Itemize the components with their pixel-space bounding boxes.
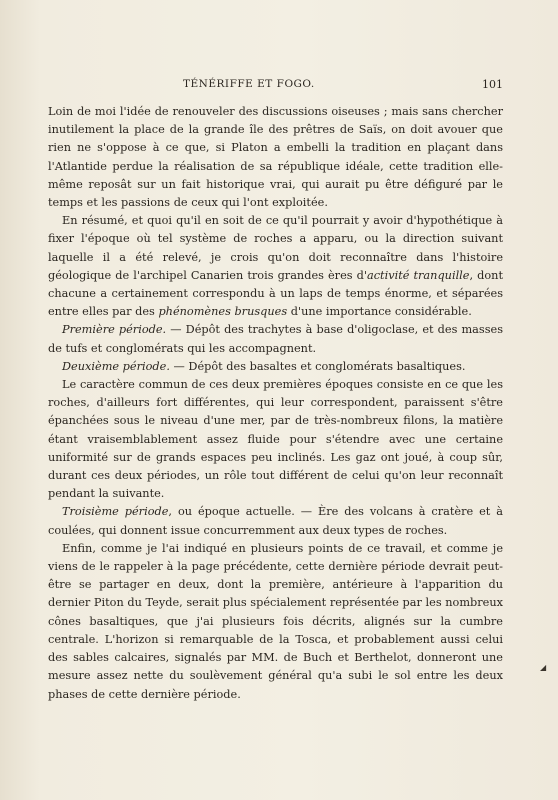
paragraph-text: , dont chacune a certainement correspondu à un laps de temps énorme, et séparées entre elles par des	[48, 268, 503, 319]
paragraph-text: , ou époque actuelle. — Ère des volcans à cratère et à coulées, qui donnent issue concurremment aux deux types de roches.	[48, 505, 503, 537]
paragraph-enfin	[48, 540, 503, 704]
paragraph-troisieme-periode	[48, 503, 503, 539]
paragraph-text: En résumé, et quoi qu'il en soit de ce qu'il pourrait y avoir d'hypothétique à fixer l'époque où tel système de roches a apparu, ou la direction suivant laquelle il a été relevé, je crois qu'on doit reconnaître dans l'histoire géologique de l'archipel Canarien trois grandes ères d'	[48, 214, 503, 282]
paragraph-resume	[48, 212, 503, 321]
paragraph-text: — Dépôt des basaltes et conglomérats basaltiques.	[169, 359, 466, 373]
ink-speck: ◢	[540, 663, 547, 672]
paragraph-text: — Dépôt des trachytes à base d'oligoclase, et des masses de tufs et conglomérats qui les accompagnent.	[48, 323, 503, 355]
page-number: 101	[482, 78, 503, 91]
paragraph-text: d'une importance considérable.	[287, 305, 472, 319]
running-head	[48, 78, 503, 94]
emphasis-phenomenes-brusques: phénomènes brusques	[158, 305, 288, 319]
period-label: Troisième période	[62, 505, 169, 519]
paragraph-text: Loin de moi l'idée de renouveler des discussions oiseuses ; mais sans chercher inutilement la place de la grande île des prêtres de Saïs, on doit avouer que rien ne s'oppose à ce que, si Platon a embelli la tradition en plaçant dans l'Atlantide perdue la réalisation de sa république idéale, cette tradition elle-même reposât sur un fait historique vrai, qui aurait pu être défiguré par le temps et les passions de ceux qui l'ont exploitée.	[48, 105, 503, 210]
emphasis-activite-tranquille: activité tranquille	[366, 268, 470, 282]
paragraph-premiere-periode	[48, 321, 503, 357]
paragraph-caractere-commun	[48, 376, 503, 503]
paragraph-deuxieme-periode	[48, 358, 503, 376]
period-label: Première période.	[62, 323, 167, 337]
paragraph-atlantide	[48, 103, 503, 212]
paragraph-text: Enfin, comme je l'ai indiqué en plusieurs points de ce travail, et comme je viens de le rappeler à la page précédente, cette dernière période devrait peut-être se partager en deux, dont la première, antérieure à l'apparition du dernier Piton du Teyde, serait plus spécialement représentée par les nombreux cônes basaltiques, que j'ai plusieurs fois décrits, alignés sur la cumbre centrale. L'horizon si remarquable de la Tosca, et probablement aussi celui des sables calcaires, signalés par MM. de Buch et Berthelot, donneront une mesure assez nette du soulèvement général qu'a subi le sol entre les deux phases de cette dernière période.	[48, 541, 503, 701]
body-text	[48, 103, 503, 704]
period-label: Deuxième période.	[62, 359, 170, 373]
paragraph-text: Le caractère commun de ces deux premières époques consiste en ce que les roches, d'ailleurs fort différentes, qui leur correspondent, paraissent s'être épanchées sous le niveau d'une mer, par de très-nombreux filons, la matière étant vraisemblablement assez fluide pour s'étendre avec une certaine uniformité sur de grands espaces peu inclinés. Les gaz ont joué, à coup sûr, durant ces deux périodes, un rôle tout différent de celui qu'on leur reconnaît pendant la suivante.	[48, 378, 503, 501]
running-head-title: TÉNÉRIFFE ET FOGO.	[183, 78, 315, 90]
